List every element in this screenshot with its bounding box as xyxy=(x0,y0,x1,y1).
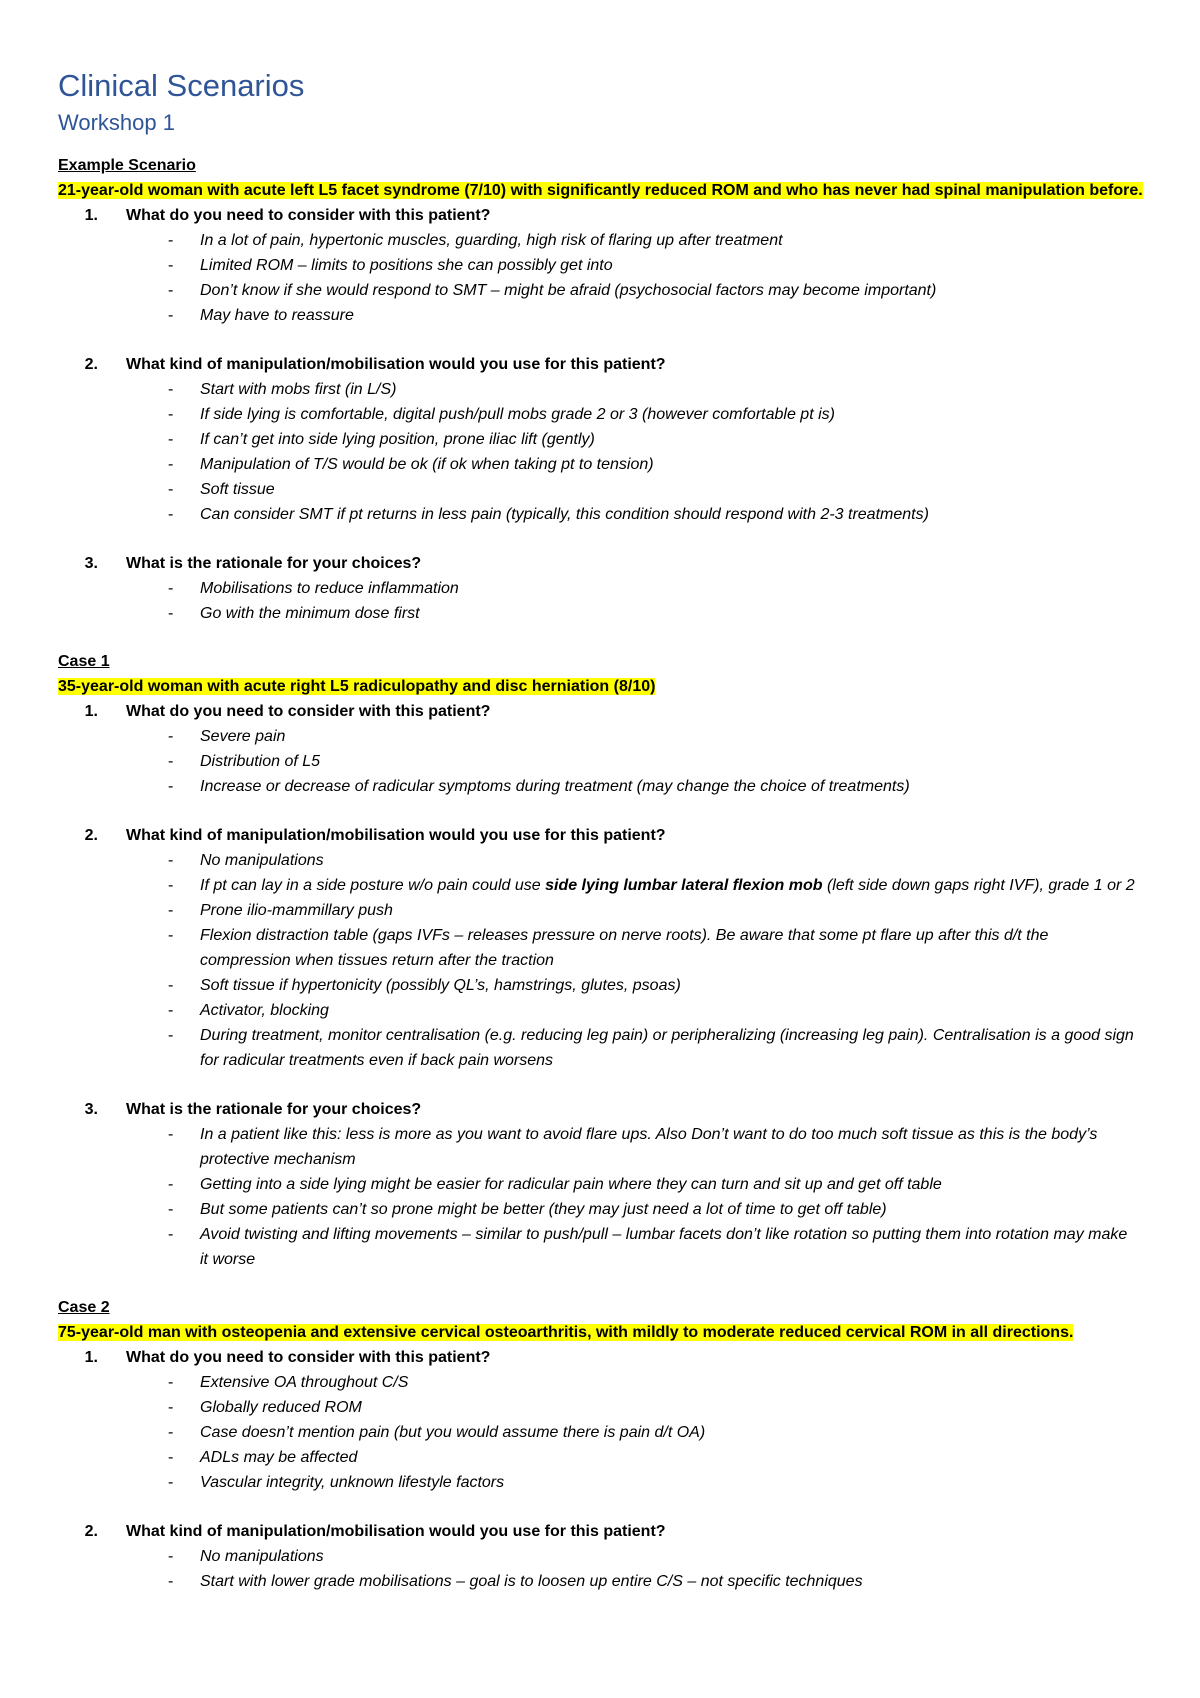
answer-item xyxy=(58,749,1148,774)
answer-text: Prone ilio-mammillary push xyxy=(200,902,393,919)
case-description xyxy=(58,178,1148,203)
answer-text: Case doesn’t mention pain (but you would assume there is pain d/t OA) xyxy=(200,1424,706,1441)
answer-item xyxy=(58,1222,1148,1272)
question xyxy=(58,1097,1148,1122)
answer-text: Globally reduced ROM xyxy=(200,1399,362,1416)
question-number: 1. xyxy=(84,1349,98,1366)
dash-bullet-icon: - xyxy=(168,902,174,919)
dash-bullet-icon: - xyxy=(168,778,174,795)
question-number: 3. xyxy=(84,1101,98,1118)
question-text: What is the rationale for your choices? xyxy=(126,555,422,572)
question-text: What kind of manipulation/mobilisation would you use for this patient? xyxy=(126,356,666,373)
dash-bullet-icon: - xyxy=(168,1201,174,1218)
question-text: What do you need to consider with this patient? xyxy=(126,1349,491,1366)
case-description xyxy=(58,1320,1148,1345)
answer-item xyxy=(58,1023,1148,1073)
dash-bullet-icon: - xyxy=(168,927,174,944)
answer-text: Extensive OA throughout C/S xyxy=(200,1374,409,1391)
answer-list xyxy=(58,1544,1148,1594)
answer-item xyxy=(58,998,1148,1023)
answer-text: May have to reassure xyxy=(200,307,354,324)
dash-bullet-icon: - xyxy=(168,406,174,423)
cases-container xyxy=(58,153,1148,1594)
case-label: Example Scenario xyxy=(58,157,196,174)
dash-bullet-icon: - xyxy=(168,307,174,324)
answer-text: Severe pain xyxy=(200,728,286,745)
answer-text: In a patient like this: less is more as you want to avoid flare ups. Also Don’t want to do too much soft tissue as this is the body’s protective mechanism xyxy=(200,1126,1098,1168)
highlighted-case-description: 75-year-old man with osteopenia and extensive cervical osteoarthritis, with mildly to moderate reduced cervical ROM in all directions. xyxy=(58,1324,1074,1341)
answer-text: Vascular integrity, unknown lifestyle factors xyxy=(200,1474,505,1491)
answer-item xyxy=(58,303,1148,328)
dash-bullet-icon: - xyxy=(168,431,174,448)
dash-bullet-icon: - xyxy=(168,1474,174,1491)
case-section xyxy=(58,649,1148,1272)
question-text: What is the rationale for your choices? xyxy=(126,1101,422,1118)
answer-list xyxy=(58,1122,1148,1272)
answer-item xyxy=(58,402,1148,427)
answer-text: Start with lower grade mobilisations – goal is to loosen up entire C/S – not specific techniques xyxy=(200,1573,863,1590)
answer-text: No manipulations xyxy=(200,852,324,869)
answer-item xyxy=(58,1197,1148,1222)
answer-list xyxy=(58,228,1148,328)
question xyxy=(58,352,1148,377)
case-section xyxy=(58,1295,1148,1594)
answer-item xyxy=(58,427,1148,452)
question xyxy=(58,1345,1148,1370)
question-number: 2. xyxy=(84,827,98,844)
answer-item xyxy=(58,873,1148,898)
answer-item xyxy=(58,1122,1148,1172)
answer-text: Activator, blocking xyxy=(200,1002,329,1019)
question-number: 3. xyxy=(84,555,98,572)
case-section xyxy=(58,153,1148,626)
answer-text: Increase or decrease of radicular symptoms during treatment (may change the choice of treatments) xyxy=(200,778,910,795)
answer-text-emphasis: side lying lumbar lateral flexion mob xyxy=(545,877,823,894)
answer-text: But some patients can’t so prone might be better (they may just need a lot of time to get off table) xyxy=(200,1201,887,1218)
answer-item xyxy=(58,724,1148,749)
question-text: What kind of manipulation/mobilisation would you use for this patient? xyxy=(126,1523,666,1540)
answer-text: Limited ROM – limits to positions she can possibly get into xyxy=(200,257,613,274)
question-text: What do you need to consider with this patient? xyxy=(126,703,491,720)
answer-text-part: If pt can lay in a side posture w/o pain could use xyxy=(200,877,546,894)
answer-text-part: (left side down gaps right IVF), grade 1 or 2 xyxy=(822,877,1135,894)
question-number: 1. xyxy=(84,703,98,720)
answer-item xyxy=(58,973,1148,998)
answer-item xyxy=(58,1569,1148,1594)
question-text: What kind of manipulation/mobilisation would you use for this patient? xyxy=(126,827,666,844)
dash-bullet-icon: - xyxy=(168,282,174,299)
dash-bullet-icon: - xyxy=(168,1226,174,1243)
answer-text: Can consider SMT if pt returns in less pain (typically, this condition should respond with 2-3 treatments) xyxy=(200,506,929,523)
case-label: Case 1 xyxy=(58,653,110,670)
answer-text: Flexion distraction table (gaps IVFs – releases pressure on nerve roots). Be aware that some pt flare up after this d/t the compression when tissues return after the traction xyxy=(200,927,1049,969)
answer-item xyxy=(58,1172,1148,1197)
answer-text: Distribution of L5 xyxy=(200,753,321,770)
answer-text: Start with mobs first (in L/S) xyxy=(200,381,397,398)
answer-item xyxy=(58,774,1148,799)
question xyxy=(58,699,1148,724)
document-title: Clinical Scenarios xyxy=(58,68,305,103)
case-label: Case 2 xyxy=(58,1299,110,1316)
answer-item xyxy=(58,377,1148,402)
answer-item xyxy=(58,1370,1148,1395)
answer-text: If can’t get into side lying position, prone iliac lift (gently) xyxy=(200,431,595,448)
answer-item xyxy=(58,253,1148,278)
answer-text: Soft tissue if hypertonicity (possibly QL’s, hamstrings, glutes, psoas) xyxy=(200,977,681,994)
question xyxy=(58,551,1148,576)
case-description xyxy=(58,674,1148,699)
answer-text: ADLs may be affected xyxy=(200,1449,358,1466)
answer-text: Manipulation of T/S would be ok (if ok when taking pt to tension) xyxy=(200,456,654,473)
answer-text: Avoid twisting and lifting movements – similar to push/pull – lumbar facets don’t like rotation so putting them into rotation may make it worse xyxy=(200,1226,1128,1268)
answer-text: Don’t know if she would respond to SMT – might be afraid (psychosocial factors may become important) xyxy=(200,282,937,299)
question-number: 1. xyxy=(84,207,98,224)
question-block xyxy=(58,1097,1148,1272)
question-block xyxy=(58,1519,1148,1594)
dash-bullet-icon: - xyxy=(168,1424,174,1441)
answer-item xyxy=(58,1470,1148,1495)
question xyxy=(58,203,1148,228)
answer-item xyxy=(58,278,1148,303)
answer-item xyxy=(58,576,1148,601)
dash-bullet-icon: - xyxy=(168,456,174,473)
highlighted-case-description: 35-year-old woman with acute right L5 radiculopathy and disc herniation (8/10) xyxy=(58,678,656,695)
answer-text: In a lot of pain, hypertonic muscles, guarding, high risk of flaring up after treatment xyxy=(200,232,783,249)
dash-bullet-icon: - xyxy=(168,1027,174,1044)
dash-bullet-icon: - xyxy=(168,1374,174,1391)
dash-bullet-icon: - xyxy=(168,257,174,274)
answer-item xyxy=(58,502,1148,527)
answer-item xyxy=(58,848,1148,873)
answer-text: No manipulations xyxy=(200,1548,324,1565)
dash-bullet-icon: - xyxy=(168,1126,174,1143)
answer-item xyxy=(58,228,1148,253)
question-block xyxy=(58,1345,1148,1495)
answer-list xyxy=(58,1370,1148,1495)
question-block xyxy=(58,823,1148,1073)
answer-item xyxy=(58,898,1148,923)
dash-bullet-icon: - xyxy=(168,728,174,745)
answer-item xyxy=(58,923,1148,973)
document-subtitle: Workshop 1 xyxy=(58,110,175,135)
question-text: What do you need to consider with this patient? xyxy=(126,207,491,224)
answer-list xyxy=(58,848,1148,1073)
answer-item xyxy=(58,1445,1148,1470)
dash-bullet-icon: - xyxy=(168,1449,174,1466)
answer-list xyxy=(58,576,1148,626)
answer-list xyxy=(58,377,1148,527)
question-number: 2. xyxy=(84,356,98,373)
answer-item xyxy=(58,477,1148,502)
answer-text: Getting into a side lying might be easier for radicular pain where they can turn and sit up and get off table xyxy=(200,1176,942,1193)
dash-bullet-icon: - xyxy=(168,1573,174,1590)
dash-bullet-icon: - xyxy=(168,580,174,597)
question xyxy=(58,823,1148,848)
answer-text: Mobilisations to reduce inflammation xyxy=(200,580,459,597)
question-block xyxy=(58,352,1148,527)
dash-bullet-icon: - xyxy=(168,977,174,994)
dash-bullet-icon: - xyxy=(168,852,174,869)
dash-bullet-icon: - xyxy=(168,232,174,249)
answer-item xyxy=(58,452,1148,477)
dash-bullet-icon: - xyxy=(168,1399,174,1416)
answer-text: Soft tissue xyxy=(200,481,275,498)
answer-text: If side lying is comfortable, digital push/pull mobs grade 2 or 3 (however comfortable pt is) xyxy=(200,406,835,423)
question xyxy=(58,1519,1148,1544)
dash-bullet-icon: - xyxy=(168,481,174,498)
answer-item xyxy=(58,1544,1148,1569)
answer-list xyxy=(58,724,1148,799)
answer-text: During treatment, monitor centralisation (e.g. reducing leg pain) or peripheralizing (increasing leg pain). Centralisation is a good sign for radicular treatments even if back pain worsens xyxy=(200,1027,1134,1069)
question-number: 2. xyxy=(84,1523,98,1540)
question-block xyxy=(58,551,1148,626)
dash-bullet-icon: - xyxy=(168,1548,174,1565)
answer-text xyxy=(200,873,1148,898)
dash-bullet-icon: - xyxy=(168,605,174,622)
dash-bullet-icon: - xyxy=(168,877,174,894)
document-page xyxy=(58,66,1148,1617)
answer-item xyxy=(58,601,1148,626)
dash-bullet-icon: - xyxy=(168,1176,174,1193)
dash-bullet-icon: - xyxy=(168,753,174,770)
question-block xyxy=(58,203,1148,328)
dash-bullet-icon: - xyxy=(168,1002,174,1019)
dash-bullet-icon: - xyxy=(168,506,174,523)
answer-item xyxy=(58,1395,1148,1420)
question-block xyxy=(58,699,1148,799)
dash-bullet-icon: - xyxy=(168,381,174,398)
answer-item xyxy=(58,1420,1148,1445)
highlighted-case-description: 21-year-old woman with acute left L5 facet syndrome (7/10) with significantly reduced ROM and who has never had spinal manipulation before. xyxy=(58,182,1143,199)
answer-text: Go with the minimum dose first xyxy=(200,605,420,622)
